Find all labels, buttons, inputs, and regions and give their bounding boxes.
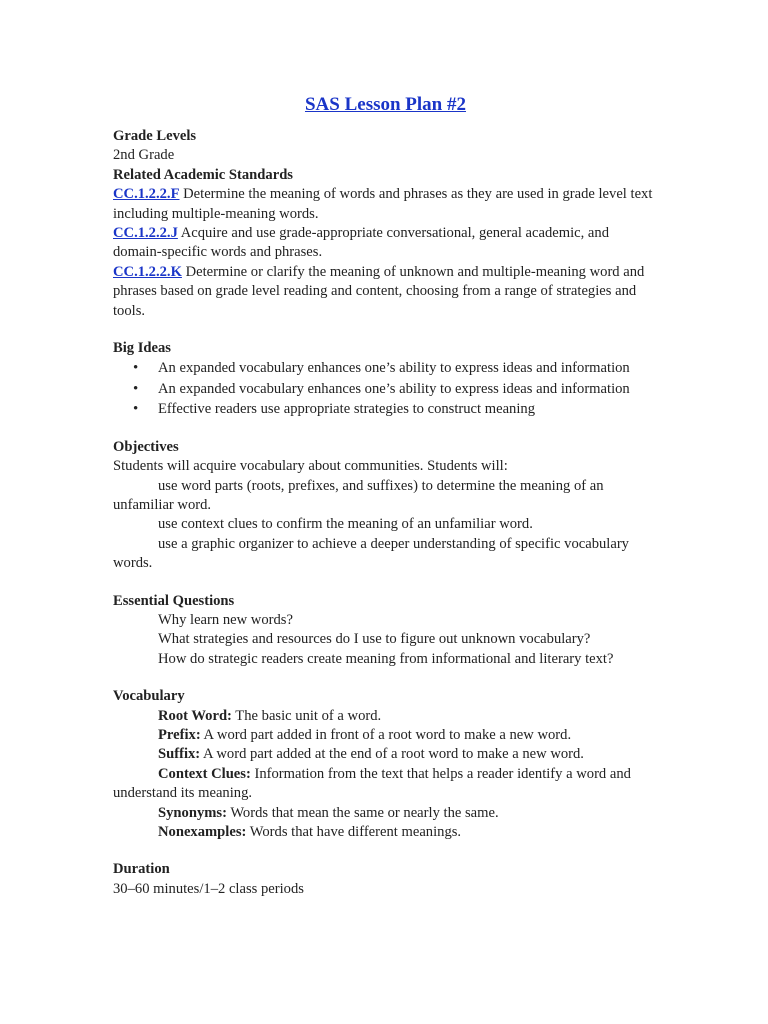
standard-text: Acquire and use grade-appropriate conversational, general academic, and domain-specific words and phrases. [113,225,609,261]
standard-text: Determine or clarify the meaning of unknown and multiple-meaning word and phrases based on grade level reading and content, choosing from a range of strategies and tools. [113,263,645,319]
duration-value: 30–60 minutes/1–2 class periods [113,880,304,897]
vocab-definition: Words that mean the same or nearly the same. [226,804,499,821]
vocab-term: Root Word: [158,707,232,724]
standard-item [113,263,658,321]
standard-item [113,185,658,224]
essential-questions-heading: Essential Questions [113,592,235,609]
list-item: • An expanded vocabulary enhances one’s ability to express ideas and information [113,379,658,399]
vocab-definition: Words that have different meanings. [246,824,462,840]
standard-text: Determine the meaning of words and phrases as they are used in grade level text including multiple-meaning words. [113,186,653,222]
grade-levels-heading: Grade Levels [113,128,197,144]
standard-code-link[interactable]: CC.1.2.2.F [113,186,180,203]
spacer [113,420,658,438]
vocab-term: Nonexamples: [158,824,247,840]
vocab-item [113,765,658,804]
vocab-definition: Information from the text that helps a reader identify a word and understand its meaning. [113,765,631,802]
question-item: Why learn new words? [158,611,293,628]
spacer [113,321,658,339]
standard-code-link[interactable]: CC.1.2.2.J [113,225,178,242]
title-link[interactable]: SAS Lesson Plan #2 [304,94,467,115]
big-ideas-list [113,358,658,419]
duration-heading: Duration [113,861,170,878]
objectives-intro: Students will acquire vocabulary about communities. Students will: [113,458,508,475]
vocab-term: Synonyms: [158,804,227,821]
vocab-item [113,804,658,823]
spacer [113,574,658,592]
vocab-item [113,745,658,764]
standard-code-link[interactable]: CC.1.2.2.K [113,263,182,280]
lesson-plan [113,93,658,899]
vocabulary-heading: Vocabulary [113,688,185,705]
vocab-definition: A word part added in front of a root word to make a new word. [200,726,572,743]
list-item: • An expanded vocabulary enhances one’s ability to express ideas and information [113,358,658,378]
question-item: What strategies and resources do I use to figure out unknown vocabulary? [158,631,591,648]
standard-item [113,224,658,263]
list-item: • Effective readers use appropriate strategies to construct meaning [113,399,658,419]
spacer [113,669,658,687]
spacer [113,842,658,860]
vocab-item [113,726,658,745]
big-ideas-heading: Big Ideas [113,340,171,357]
objective-item: use a graphic organizer to achieve a deeper understanding of specific vocabulary words. [113,535,629,572]
page-title [113,93,658,117]
vocab-definition: A word part added at the end of a root word to make a new word. [200,746,584,763]
vocab-term: Prefix: [158,726,201,743]
vocab-term: Suffix: [158,746,201,763]
objectives-heading: Objectives [113,438,179,455]
standards-heading: Related Academic Standards [113,166,293,183]
objective-item: use word parts (roots, prefixes, and suffixes) to determine the meaning of an unfamiliar word. [113,477,604,513]
grade-levels-value: 2nd Grade [113,147,175,164]
vocab-term: Context Clues: [158,765,251,782]
vocab-item [113,707,658,726]
objective-item: use context clues to confirm the meaning of an unfamiliar word. [158,516,533,533]
question-item: How do strategic readers create meaning from informational and literary text? [158,650,614,667]
vocab-item [113,823,658,842]
vocab-definition: The basic unit of a word. [231,707,382,724]
